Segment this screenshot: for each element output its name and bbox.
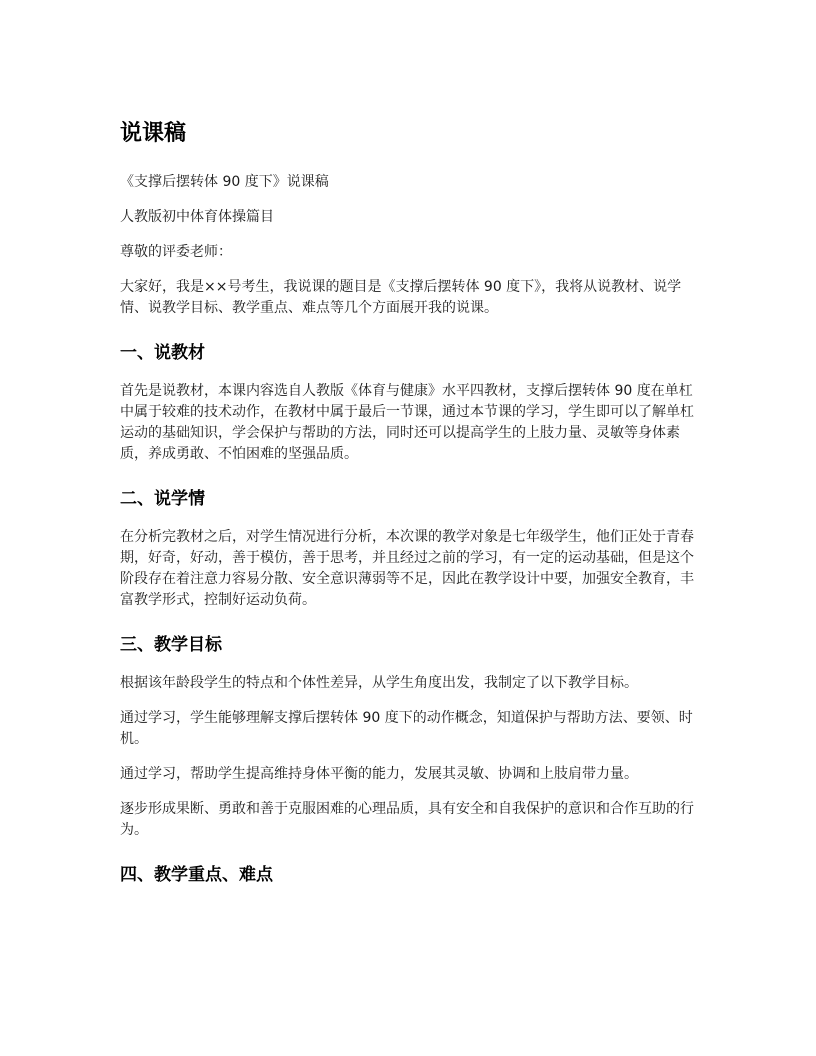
edition-line: 人教版初中体育体操篇目: [120, 209, 274, 225]
objective-emotion-paragraph: 逐步形成果断、勇敢和善于克服困难的心理品质，具有安全和自我保护的意识和合作互助的行为。: [120, 801, 694, 838]
objective-knowledge-paragraph: 通过学习，学生能够理解支撑后摆转体 90 度下的动作概念，知道保护与帮助方法、要领、时机。: [120, 710, 693, 747]
intro-paragraph: 大家好，我是××号考生，我说课的题目是《支撑后摆转体 90 度下》，我将从说教材、说学情、说教学目标、教学重点、难点等几个方面展开我的说课。: [120, 279, 682, 316]
greeting: 尊敬的评委老师：: [120, 244, 232, 260]
section-heading-objectives: 三、教学目标: [120, 635, 222, 655]
objectives-intro-paragraph: 根据该年龄段学生的特点和个体性差异，从学生角度出发，我制定了以下教学目标。: [120, 675, 638, 691]
objective-skill-paragraph: 通过学习，帮助学生提高维持身体平衡的能力，发展其灵敏、协调和上肢肩带力量。: [120, 766, 638, 782]
section-textbook-paragraph: 首先是说教材，本课内容选自人教版《体育与健康》水平四教材，支撑后摆转体 90 度在单杠中属于较难的技术动作，在教材中属于最后一节课，通过本节课的学习，学生即可以了解单杠运动的基础知识，学会保护与帮助的方法，同时还可以提高学生的上肢力量、灵敏等身体素质，养成勇敢、不怕困难的坚强品质。: [120, 383, 694, 462]
section-heading-key-points: 四、教学重点、难点: [120, 865, 273, 885]
lesson-subtitle: 《支撑后摆转体 90 度下》说课稿: [120, 174, 329, 190]
section-heading-learners: 二、说学情: [120, 489, 205, 509]
section-heading-textbook: 一、说教材: [120, 343, 205, 363]
document-title: 说课稿: [120, 121, 187, 146]
document-page: [120, 118, 705, 903]
section-learners-paragraph: 在分析完教材之后，对学生情况进行分析，本次课的教学对象是七年级学生，他们正处于青春期，好奇，好动，善于模仿，善于思考，并且经过之前的学习，有一定的运动基础，但是这个阶段存在着注意力容易分散、安全意识薄弱等不足，因此在教学设计中要，加强安全教育，丰富教学形式，控制好运动负荷。: [120, 529, 694, 608]
